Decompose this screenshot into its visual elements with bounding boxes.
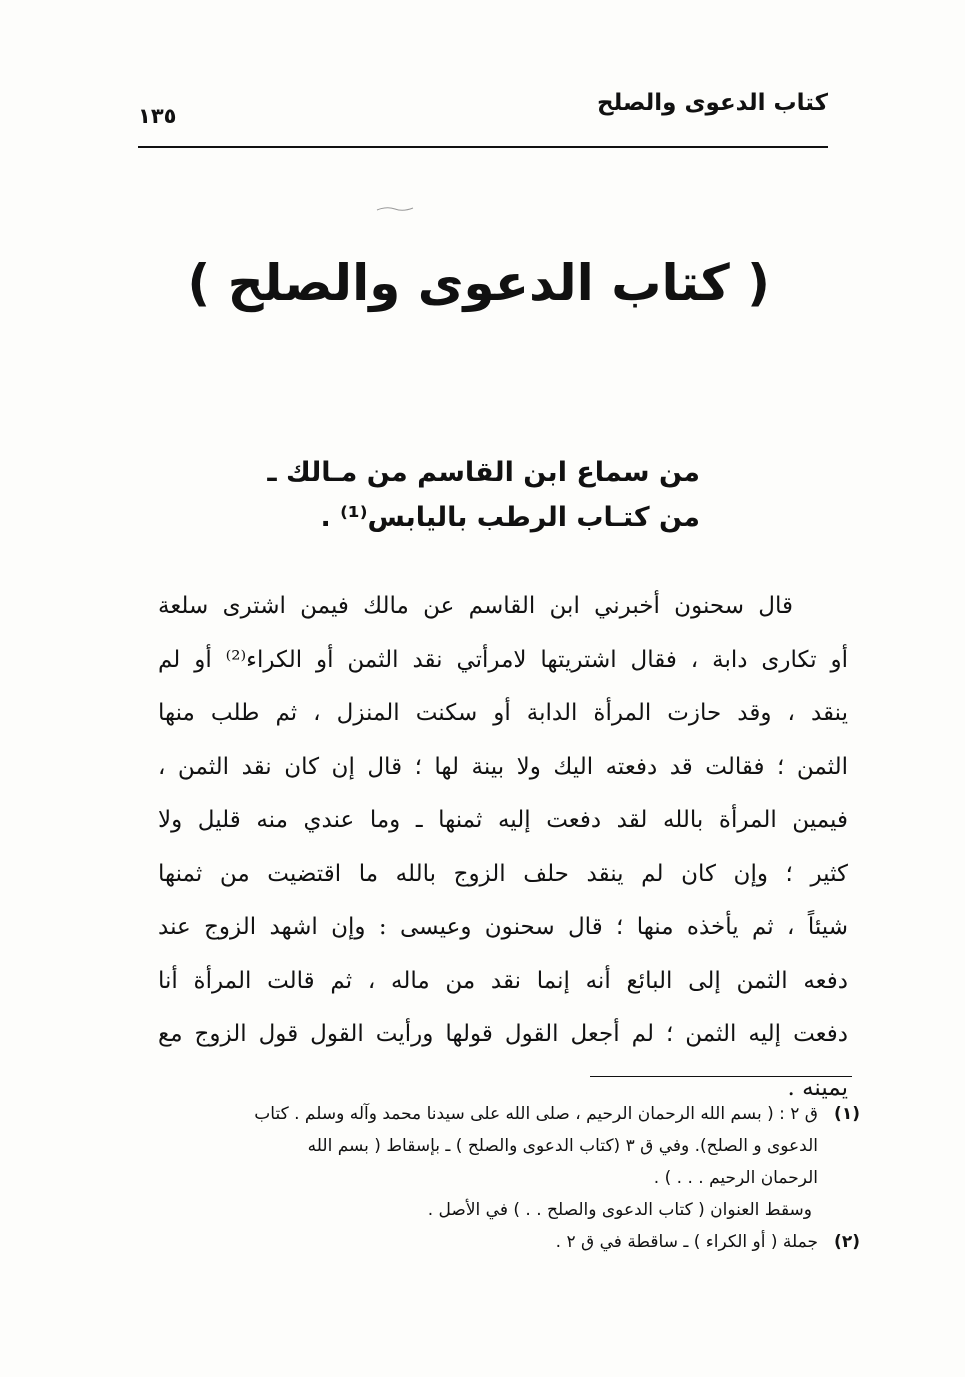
body-line: ينقد ، وقد حازت المرأة الدابة أو سكنت المنزل ، ثم طلب منها [158,700,848,726]
body-line: شيئاً ، ثم يأخذه منها ؛ قال سحنون وعيسى : وإن اشهد الزوج عند [158,914,848,940]
section-heading [240,450,700,540]
footnote-text: جملة ( أو الكراء ) ـ ساقطة في ق ٢ . [555,1232,818,1252]
footnote-number: (١) [834,1104,860,1124]
footnotes [160,1098,860,1258]
body-line: فيمين المرأة بالله لقد دفعت إليه ثمنها ـ وما عندي منه قليل ولا [158,807,848,833]
body-line: دفعه الثمن إلى البائع أنه إنما نقد من ماله ، ثم قالت المرأة أنا [158,967,848,994]
footnote-text: ق ٢ : ( بسم الله الرحمان الرحيم ، صلى الله على سيدنا محمد وآله وسلم . كتاب [254,1104,818,1124]
body-line: الثمن ؛ فقالت قد دفعته اليك ولا بينة لها ؛ قال إن كان نقد الثمن ، [158,753,848,780]
header-rule [138,146,828,148]
footnote-number: (٢) [834,1232,860,1252]
body-line: دفعت إليه الثمن ؛ لم أجعل القول قولها ورأيت القول قول الزوج مع [158,1021,848,1047]
body-line: كثير ؛ وإن كان لم ينقد حلف الزوج بالله ما اقتضيت من ثمنها [158,860,848,887]
footnote-rule [590,1076,852,1077]
body-line: قال سحنون أخبرني ابن القاسم عن مالك فيمن اشترى سلعة [158,593,793,619]
footnote-line: الرحمان الرحيم . . . ) . [653,1168,818,1188]
body-line: أو تكارى دابة ، فقال اشتريتها لامرأتي نقد الثمن أو الكراء⁽²⁾ أو لم [158,646,848,673]
footnote-line [160,1226,860,1258]
chapter-title: ( كتاب الدعوى والصلح ) [187,254,770,312]
ornament-icon [375,204,415,214]
page-number: ١٣٥ [138,104,177,128]
section-heading-line: من كتـاب الرطب باليابس⁽¹⁾ . [320,502,700,533]
running-header-title: كتاب الدعوى والصلح [597,90,828,116]
body-line: يمينه . [787,1074,848,1101]
footnote-line: الدعوى و الصلح). وفي ق ٣ (كتاب الدعوى والصلح ) ـ بإسقاط ( بسم الله [307,1136,818,1156]
running-header [138,90,828,140]
footnote-line [160,1098,860,1130]
footnote-line: وسقط العنوان ( كتاب الدعوى والصلح . . ) في الأصل . [427,1200,812,1220]
section-heading-line: من سماع ابن القاسم من مـالك ـ [267,457,700,488]
body-paragraph [158,580,848,1115]
